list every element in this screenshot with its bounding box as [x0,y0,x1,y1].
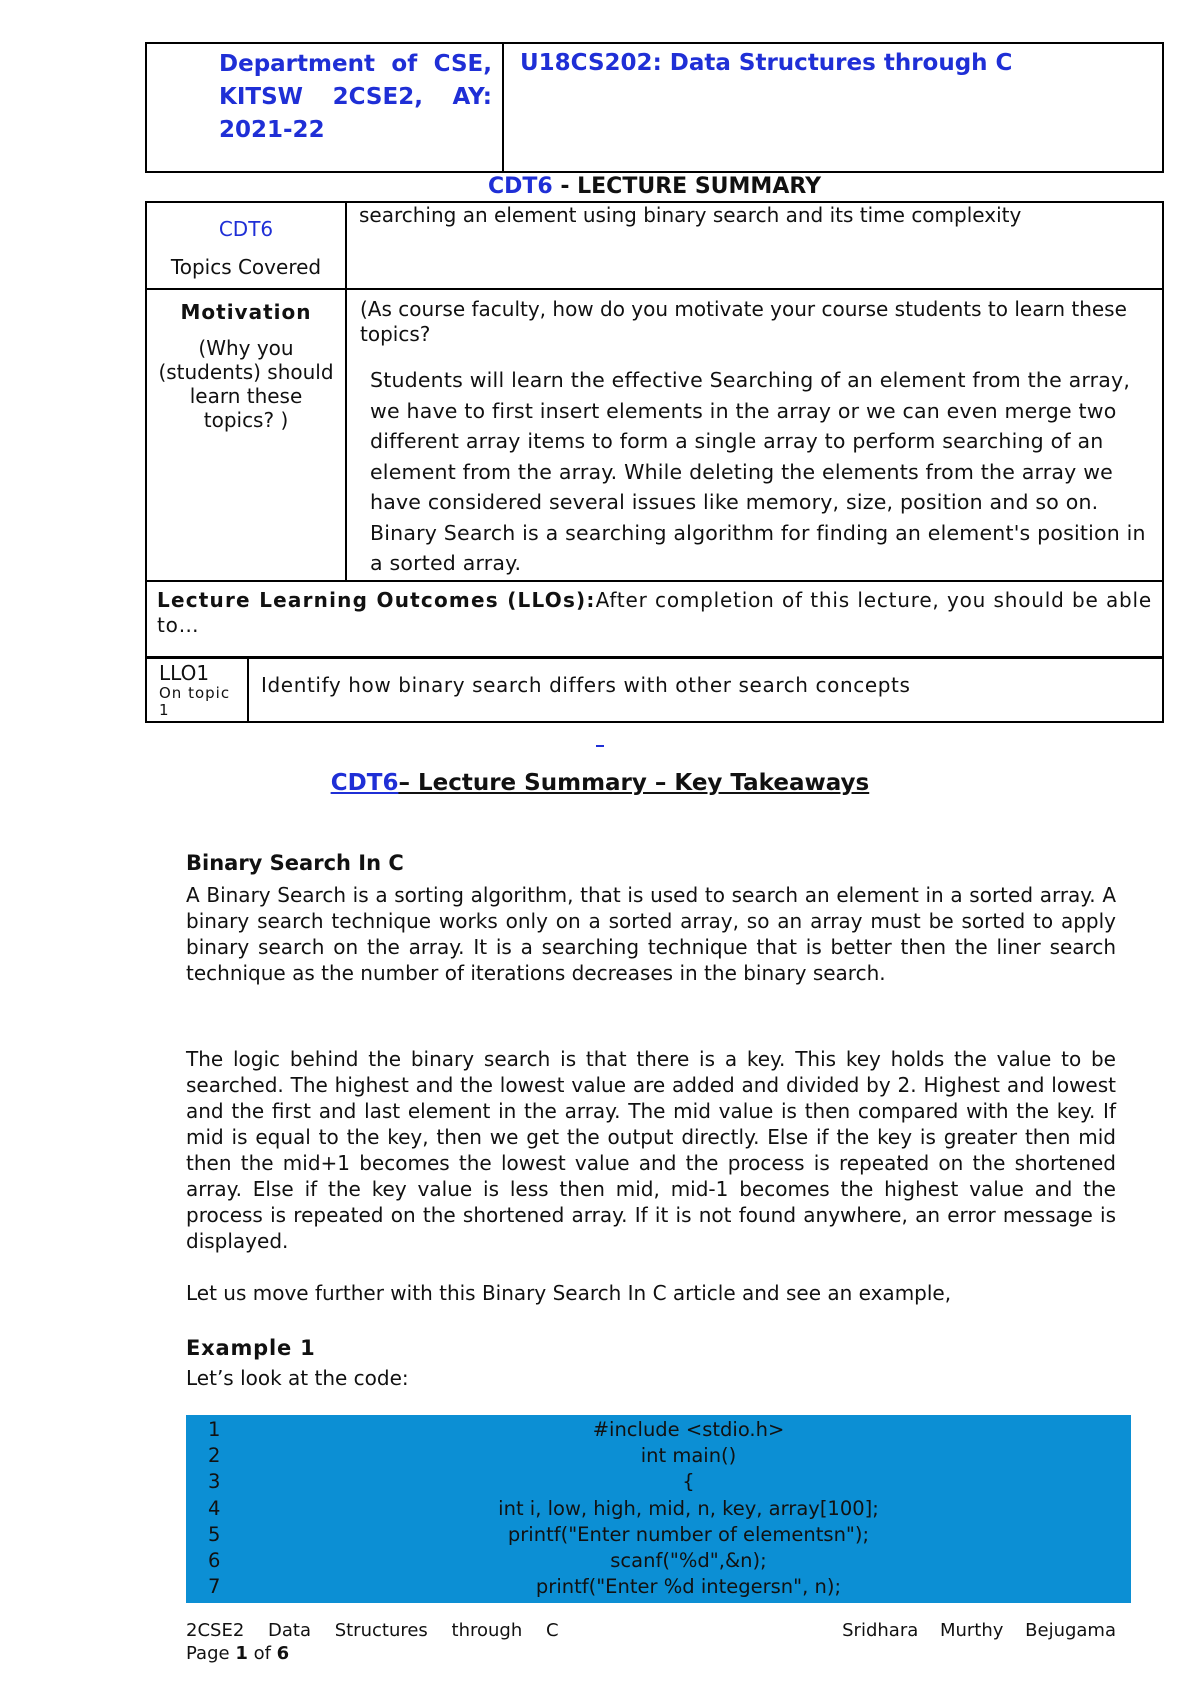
section-heading: Binary Search In C [186,851,404,875]
topics-text: searching an element using binary search and its time complexity [359,203,1022,227]
llo1-code: LLO1 [159,661,210,685]
summary-table [145,201,1164,658]
footer-left: 2CSE2 Data Structures through C [186,1620,559,1641]
course-cell [503,43,1163,172]
motivation-answer: Students will learn the effective Searching of an element from the array, we have to first insert elements in the array or we can even merge two different array items to form a single array to perform searching of an element from the array. While deleting the elements from the array we have considered several issues like memory, size, position and so on. Binary Search is a searching algorithm for finding an element's position in a sorted array. [370,368,1146,575]
motivation-sublabel: (Why you (students) should learn these topics? ) [158,336,334,432]
motivation-text-cell [346,289,1163,581]
topics-text-cell [346,202,1163,289]
llo1-topic: On topic 1 [159,684,231,719]
code-line-text: #include <stdio.h> [592,1418,785,1441]
header-table [145,42,1164,173]
topics-code: CDT6 [218,217,274,241]
code-line-text: int i, low, high, mid, n, key, array[100]; [498,1496,879,1520]
motivation-question: (As course faculty, how do you motivate your course students to learn these topics? [360,297,1127,346]
page-word: Page [186,1643,230,1664]
code-line-text: int main() [640,1444,737,1468]
code-line-number: 5 [208,1522,221,1546]
llo1-text: Identify how binary search differs with other search concepts [261,673,911,697]
of-word: of [253,1643,271,1664]
page-num: 1 [235,1643,248,1664]
llos-text: After completion of this lecture, you should be able to… [157,587,1152,637]
page-total: 6 [276,1643,290,1664]
example-heading: Example 1 [186,1336,316,1360]
code-line-text: { [682,1470,695,1494]
summary-code: CDT6 [487,174,553,199]
department-text: Department of CSE, KITSW 2CSE2, AY: 2021-22 [219,51,492,143]
page-footer [186,1620,1116,1664]
department-cell [146,43,503,172]
paragraph-2: The logic behind the binary search is that there is a key. This key holds the value to be searched. The highest and the lowest value are added and divided by 2. Highest and lowest and the first and last element in the array. The mid value is then compared with the key. If mid is equal to the key, then we get the output directly. Else if the key is greater then mid then the mid+1 becomes the lowest value and the process is repeated on the shortened array. Else if the key value is less then mid, mid-1 becomes the highest value and the process is repeated on the shortened array. If it is not found anywhere, an error message is displayed. [186,1047,1116,1253]
llo1-table [145,657,1164,723]
paragraph-1: A Binary Search is a sorting algorithm, that is used to search an element in a sorted array. A binary search technique works only on a sorted array, so an array must be sorted to apply binary search on the array. It is a searching technique that is better then the liner search technique as the number of iterations decreases in the binary search. [186,883,1116,985]
code-line-number: 4 [208,1496,221,1520]
motivation-row [146,289,1163,581]
llo1-text-cell [248,658,1163,722]
topics-label-cell [146,202,346,289]
code-line-text: printf("Enter %d integersn", n); [535,1575,842,1599]
example-intro: Let’s look at the code: [186,1366,409,1390]
llos-row [146,581,1163,657]
footer-right: Sridhara Murthy Bejugama [842,1620,1116,1641]
motivation-label-cell [146,289,346,581]
summary-title-text: - LECTURE SUMMARY [552,174,822,199]
code-line-text: scanf("%d",&n); [610,1549,767,1572]
paragraph-3: Let us move further with this Binary Search In C article and see an example, [186,1281,952,1305]
topics-label: Topics Covered [170,255,322,279]
code-line-number: 7 [208,1575,221,1599]
lecture-summary-title [145,174,1164,199]
motivation-label: Motivation [180,300,312,324]
course-title: U18CS202: Data Structures through C [520,50,1013,76]
key-takeaways-title [0,770,1200,796]
code-line-number: 1 [208,1418,221,1441]
stray-underline [596,745,604,747]
code-line-number: 2 [208,1444,221,1468]
key-takeaways-code[interactable]: CDT6 [330,770,399,796]
code-block [186,1415,1131,1603]
llos-label: Lecture Learning Outcomes (LLOs): [157,587,596,612]
code-line-number: 6 [208,1549,221,1572]
code-line-number: 3 [208,1470,221,1494]
key-takeaways-text: – Lecture Summary – Key Takeaways [398,770,870,796]
code-line-text: printf("Enter number of elementsn"); [507,1522,870,1546]
llo1-label-cell [146,658,248,722]
page-number [186,1643,1116,1664]
llos-cell [146,581,1163,657]
topics-row [146,202,1163,289]
